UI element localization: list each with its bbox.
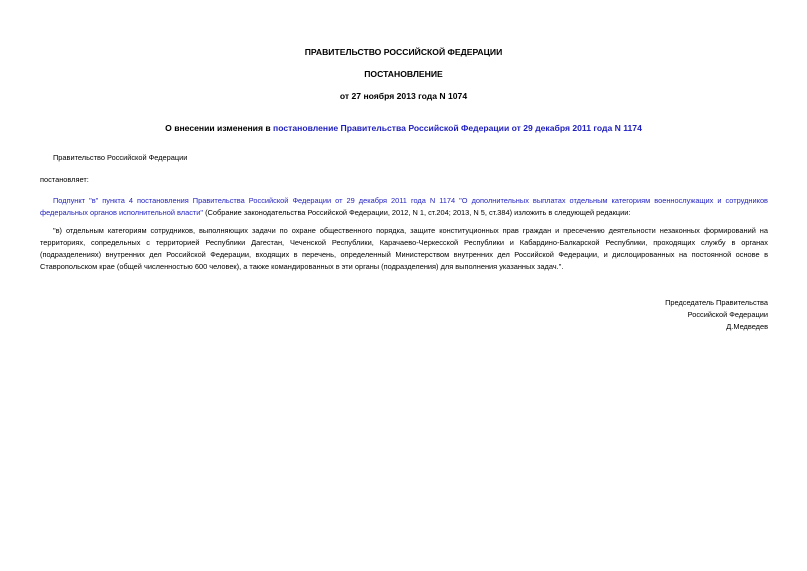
signature-line-1: Председатель Правительства	[665, 298, 768, 307]
amendment-paragraph	[40, 195, 768, 219]
document-type-heading: ПОСТАНОВЛЕНИЕ	[364, 69, 443, 79]
signature-block	[665, 297, 768, 333]
signature-line-2: Российской Федерации	[687, 310, 768, 319]
document-title-link[interactable]: постановление Правительства Российской Федерации от 29 декабря 2011 года N 1174	[273, 123, 642, 133]
amendment-link[interactable]: Подпункт "в" пункта 4 постановления Правительства Российской Федерации от 29 декабря 2011 года N 1174 "О дополнительных выплатах отдельным категориям военнослужащих и сотрудников федеральных органов исполнительной власти"	[40, 196, 768, 217]
quoted-text-paragraph: "в) отдельным категориям сотрудников, выполняющих задачи по охране общественного порядка, защите конституционных прав граждан и пресечению деятельности незаконных формирований на территориях, сопредельных с территорией Республики Дагестан, Чеченской Республики, Карачаево-Черкесской Республики и Кабардино-Балкарской Республики, проходящих службу в органах (подразделениях) внутренних дел Российской Федерации, входящих в перечень, определенный Министерством внутренних дел Российской Федерации, и дислоцированных на постоянной основе в Ставропольском крае (общей численностью 600 человек), а также командированных в эти органы (подразделения) для выполнения указанных задач.".	[40, 226, 768, 271]
resolves-line: постановляет:	[40, 175, 89, 184]
amendment-rest-text: (Собрание законодательства Российской Федерации, 2012, N 1, ст.204; 2013, N 5, ст.384) изложить в следующей редакции:	[203, 208, 631, 217]
signature-line-3: Д.Медведев	[726, 322, 768, 331]
document-date-number: от 27 ноября 2013 года N 1074	[339, 91, 468, 101]
government-line: Правительство Российской Федерации	[53, 153, 188, 162]
document-title-prefix: О внесении изменения в	[165, 123, 274, 133]
document-title	[0, 123, 807, 133]
government-heading: ПРАВИТЕЛЬСТВО РОССИЙСКОЙ ФЕДЕРАЦИИ	[304, 47, 503, 57]
